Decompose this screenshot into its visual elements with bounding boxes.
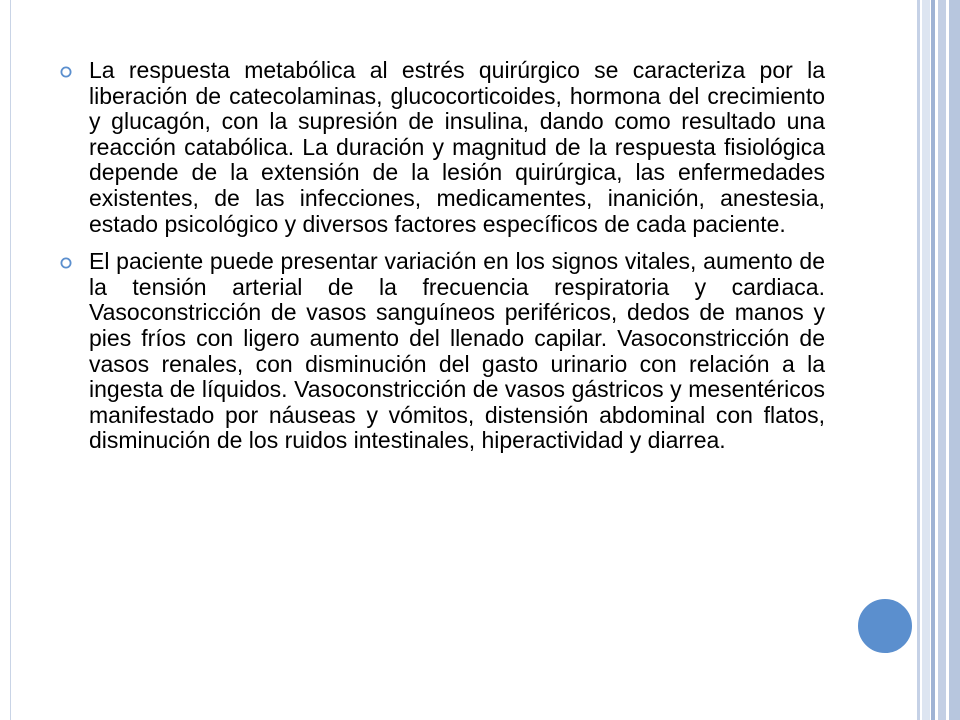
ring-bullet-icon: [60, 257, 72, 269]
accent-circle: [856, 597, 914, 655]
paragraph-text: La respuesta metabólica al estrés quirúrgico se caracteriza por la liberación de catecolaminas, glucocorticoides, hormona del crecimiento y glucagón, con la supresión de insulina, dando como resultado una reacción catabólica. La duración y magnitud de la respuesta fisiológica depende de la extensión de la lesión quirúrgica, las enfermedades existentes, de las infecciones, medicamentes, inanición, anestesia, estado psicológico y diversos factores específicos de cada paciente.: [89, 57, 825, 237]
right-decor-bar: [949, 0, 960, 720]
slide-body: [60, 58, 825, 466]
paragraph-text: El paciente puede presentar variación en los signos vitales, aumento de la tensión arterial de la frecuencia respiratoria y cardiaca. Vasoconstricción de vasos sanguíneos periféricos, dedos de manos y pies fríos con ligero aumento del llenado capilar. Vasoconstricción de vasos renales, con disminución del gasto urinario con relación a la ingesta de líquidos. Vasoconstricción de vasos gástricos y mesentéricos manifestado por náuseas y vómitos, distensión abdominal con flatos, disminución de los ruidos intestinales, hiperactividad y diarrea.: [89, 248, 825, 454]
bullet-item: [60, 249, 825, 454]
ring-bullet-icon: [60, 66, 72, 78]
left-frame-line: [10, 0, 11, 720]
right-decor-bar: [922, 0, 930, 720]
bullet-item: [60, 58, 825, 237]
right-decor-bar: [917, 0, 920, 720]
right-decor-bar: [931, 0, 935, 720]
right-decor-bar: [938, 0, 946, 720]
